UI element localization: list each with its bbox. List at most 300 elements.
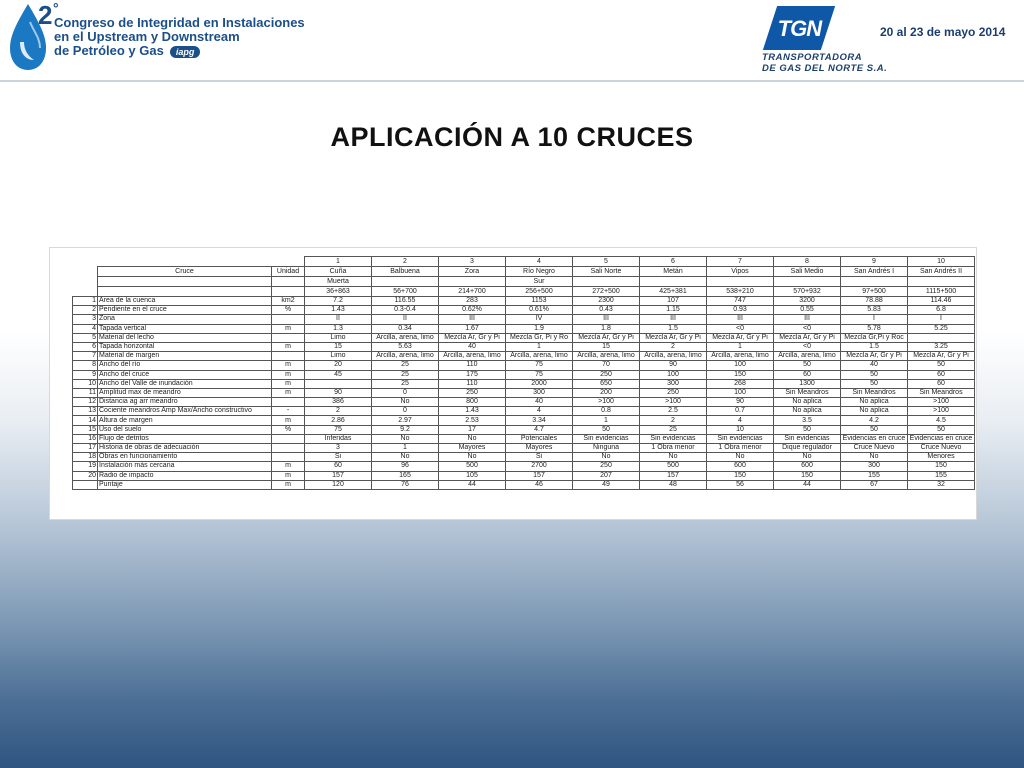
table-cell: Mezcla Gr, Pi y Ro [506, 333, 573, 342]
row-unit [272, 434, 305, 443]
table-cell: Mezcla Ar, Gr y Pi [774, 333, 841, 342]
table-cell: 10 [707, 425, 774, 434]
table-progresiva-row [73, 287, 975, 297]
table-cell: 5.78 [841, 324, 908, 333]
crossing-name-line-2 [707, 277, 774, 287]
crossing-name-line-2: Sur [506, 277, 573, 287]
table-cell: 2 [305, 407, 372, 416]
table-cell: No [573, 453, 640, 462]
table-cell: 4.5 [908, 416, 975, 425]
table-cell: 0 [372, 388, 439, 397]
row-unit: m [272, 342, 305, 351]
table-cell: 0.34 [372, 324, 439, 333]
crossing-number: 6 [640, 257, 707, 267]
table-cell: Limo [305, 333, 372, 342]
row-number: 15 [73, 425, 98, 434]
table-cell: No [372, 453, 439, 462]
crossing-progresiva: 425+381 [640, 287, 707, 297]
row-number: 20 [73, 471, 98, 480]
row-unit: - [272, 407, 305, 416]
table-cell: Arcilla, arena, limo [439, 352, 506, 361]
row-unit [272, 333, 305, 342]
table-cell: 3.25 [908, 342, 975, 351]
row-number: 3 [73, 315, 98, 324]
table-cell: Sin Meandros [774, 388, 841, 397]
table-cell: >100 [908, 407, 975, 416]
table-cell: 150 [908, 462, 975, 471]
table-cell: 268 [707, 379, 774, 388]
row-unit [272, 453, 305, 462]
table-cell: 9.2 [372, 425, 439, 434]
table-cell: Mezcla Ar, Gr y Pi [439, 333, 506, 342]
table-cell: 56 [707, 480, 774, 489]
table-cell: Arcilla, arena, limo [372, 333, 439, 342]
row-number: 4 [73, 324, 98, 333]
table-cell: 150 [707, 370, 774, 379]
row-label: Area de la cuenca [98, 297, 272, 306]
crossing-name-line-2: Muerta [305, 277, 372, 287]
table-cell: 157 [506, 471, 573, 480]
table-row [73, 306, 975, 315]
table-row [73, 407, 975, 416]
table-cell: Ninguna [573, 444, 640, 453]
row-number: 11 [73, 388, 98, 397]
crossing-name-line-2 [908, 277, 975, 287]
table-row [73, 333, 975, 342]
table-cell: III [774, 315, 841, 324]
header-cruce: Cruce [98, 267, 272, 277]
table-cell: 25 [372, 361, 439, 370]
table-cell: 2.5 [640, 407, 707, 416]
table-cell: 2 [640, 416, 707, 425]
crossing-number: 3 [439, 257, 506, 267]
table-cell: 600 [774, 462, 841, 471]
table-cell: Sin Meandros [908, 388, 975, 397]
crossing-progresiva: 538+210 [707, 287, 774, 297]
table-cell: 2.97 [372, 416, 439, 425]
table-cell: Cruce Nuevo [841, 444, 908, 453]
crossing-number: 5 [573, 257, 640, 267]
table-cell: Sin Meandros [841, 388, 908, 397]
table-cell: No [841, 453, 908, 462]
table-cell: 44 [439, 480, 506, 489]
table-cell: 5.63 [372, 342, 439, 351]
crossing-name-line-2 [841, 277, 908, 287]
crossings-table-image [49, 247, 977, 520]
table-cell: >100 [908, 398, 975, 407]
congress-number: 2 [38, 0, 53, 30]
table-cell: Mezcla Ar, Gr y Pi [707, 333, 774, 342]
crossing-progresiva: 570+932 [774, 287, 841, 297]
tgn-name-line-1: TRANSPORTADORA [762, 52, 863, 63]
row-number: 18 [73, 453, 98, 462]
table-cell: 1.9 [506, 324, 573, 333]
table-cell: III [573, 315, 640, 324]
table-cell: 1.8 [573, 324, 640, 333]
table-cell: II [372, 315, 439, 324]
table-cell: 0.61% [506, 306, 573, 315]
table-cell: Evidencias en cruce [841, 434, 908, 443]
table-cell: 50 [908, 361, 975, 370]
row-label: Amplitud max de meandro [98, 388, 272, 397]
row-label: Tapada vertical [98, 324, 272, 333]
table-cell: 1 [707, 342, 774, 351]
table-cell: Sin evidencias [707, 434, 774, 443]
crossing-progresiva: 1115+500 [908, 287, 975, 297]
row-number: 6 [73, 342, 98, 351]
row-unit: % [272, 425, 305, 434]
table-cell: Menores [908, 453, 975, 462]
table-cell: 155 [908, 471, 975, 480]
table-cell: Limo [305, 352, 372, 361]
table-cell: No aplica [774, 407, 841, 416]
table-cell: <0 [707, 324, 774, 333]
table-cell: 96 [372, 462, 439, 471]
row-unit: m [272, 388, 305, 397]
table-cell: 44 [774, 480, 841, 489]
table-cell: 800 [439, 398, 506, 407]
table-cell: 46 [506, 480, 573, 489]
table-cell: 40 [841, 361, 908, 370]
table-cell: 75 [506, 361, 573, 370]
table-cell: 100 [707, 388, 774, 397]
row-label: Altura de margen [98, 416, 272, 425]
table-cell: I [908, 315, 975, 324]
table-cell: 0 [372, 407, 439, 416]
table-cell: 49 [573, 480, 640, 489]
table-cell: 5.25 [908, 324, 975, 333]
event-date: 20 al 23 de mayo 2014 [880, 25, 1006, 39]
row-number: 1 [73, 297, 98, 306]
table-cell: 4.7 [506, 425, 573, 434]
table-cell: No [707, 453, 774, 462]
table-cell: 3200 [774, 297, 841, 306]
crossing-name: Sali Medio [774, 267, 841, 277]
table-cell: Arcilla, arena, limo [707, 352, 774, 361]
row-label: Cociente meandros Amp Max/Ancho constructivo [98, 407, 272, 416]
table-cell: Mayores [506, 444, 573, 453]
row-number: 5 [73, 333, 98, 342]
table-cell: 2.53 [439, 416, 506, 425]
table-cell: 25 [640, 425, 707, 434]
row-number: 10 [73, 379, 98, 388]
table-cell: III [439, 315, 506, 324]
table-cell: 1 Obra menor [640, 444, 707, 453]
table-cell: 25 [372, 379, 439, 388]
table-cell: 3 [305, 444, 372, 453]
table-cell: 500 [439, 462, 506, 471]
table-cell: Inferidas [305, 434, 372, 443]
row-unit [272, 398, 305, 407]
table-cell: 17 [439, 425, 506, 434]
crossings-table [72, 256, 975, 490]
table-cell: 15 [573, 342, 640, 351]
table-row [73, 379, 975, 388]
table-cell: 1.43 [439, 407, 506, 416]
table-cell: 155 [841, 471, 908, 480]
crossing-number: 10 [908, 257, 975, 267]
table-cell: 110 [439, 379, 506, 388]
table-cell: 120 [305, 480, 372, 489]
table-row [73, 352, 975, 361]
row-number: 13 [73, 407, 98, 416]
table-cell: Arcilla, arena, limo [640, 352, 707, 361]
crossing-name: Vipos [707, 267, 774, 277]
table-cell: Si [305, 453, 372, 462]
table-row [73, 361, 975, 370]
table-cell: No [439, 453, 506, 462]
table-cell: 4 [707, 416, 774, 425]
row-unit [272, 352, 305, 361]
table-row [73, 416, 975, 425]
table-cell: 2.86 [305, 416, 372, 425]
row-unit: m [272, 416, 305, 425]
table-cell: 2300 [573, 297, 640, 306]
table-cell: 75 [506, 370, 573, 379]
congress-line-1: Congreso de Integridad en Instalaciones [54, 15, 305, 30]
table-cell: 50 [774, 361, 841, 370]
crossing-name: Balbuena [372, 267, 439, 277]
crossing-name-line-2 [640, 277, 707, 287]
row-unit [272, 315, 305, 324]
table-cell: 60 [774, 370, 841, 379]
table-cell: 250 [439, 388, 506, 397]
table-cell: 110 [439, 361, 506, 370]
table-cell: Potenciales [506, 434, 573, 443]
table-cell: No [372, 434, 439, 443]
row-unit: m [272, 462, 305, 471]
table-cell: 114.46 [908, 297, 975, 306]
slide-header [0, 0, 1024, 80]
table-cell: 300 [841, 462, 908, 471]
table-cell: 2700 [506, 462, 573, 471]
row-unit: m [272, 379, 305, 388]
table-cell: 60 [908, 370, 975, 379]
row-label: Uso del suelo [98, 425, 272, 434]
table-cell: 50 [908, 425, 975, 434]
table-cell: IV [506, 315, 573, 324]
table-cell: 747 [707, 297, 774, 306]
table-cell: 157 [305, 471, 372, 480]
table-cell: 70 [573, 361, 640, 370]
row-label: Zona [98, 315, 272, 324]
table-row [73, 434, 975, 443]
crossing-name: Metán [640, 267, 707, 277]
congress-line-3: de Petróleo y Gas [54, 43, 164, 58]
row-label: Ancho del cruce [98, 370, 272, 379]
crossing-name: Río Negro [506, 267, 573, 277]
crossing-name: San Andrés I [841, 267, 908, 277]
table-cell: Sin evidencias [640, 434, 707, 443]
table-cell: Arcilla, arena, limo [372, 352, 439, 361]
crossing-number: 4 [506, 257, 573, 267]
row-label: Tapada horizontal [98, 342, 272, 351]
table-cell: 48 [640, 480, 707, 489]
table-cell: 90 [707, 398, 774, 407]
header-divider [0, 80, 1024, 82]
table-cell: 7.2 [305, 297, 372, 306]
table-cell: 0.62% [439, 306, 506, 315]
crossing-name-line-2 [573, 277, 640, 287]
table-cell: Arcilla, arena, limo [506, 352, 573, 361]
table-name-row-2 [73, 277, 975, 287]
table-cell: 60 [305, 462, 372, 471]
table-cell: 250 [640, 388, 707, 397]
table-cell: 0.43 [573, 306, 640, 315]
row-label: Obras en funcionamiento [98, 453, 272, 462]
congress-degree: ° [53, 0, 59, 16]
table-cell: 1 [573, 416, 640, 425]
table-cell: 40 [439, 342, 506, 351]
row-label: Ancho del río [98, 361, 272, 370]
table-cell: Mezcla Ar, Gr y Pi [841, 352, 908, 361]
row-label: Material del lecho [98, 333, 272, 342]
table-cell: III [707, 315, 774, 324]
table-cell: 60 [908, 379, 975, 388]
table-row [73, 398, 975, 407]
row-unit: m [272, 471, 305, 480]
table-cell: Mezcla Ar, Gr y Pi [908, 352, 975, 361]
table-cell: Dique regulador [774, 444, 841, 453]
crossing-name: Cuña [305, 267, 372, 277]
row-label: Puntaje [98, 480, 272, 489]
crossing-progresiva: 272+500 [573, 287, 640, 297]
table-cell: 4 [506, 407, 573, 416]
table-cell: 40 [506, 398, 573, 407]
table-cell: 1 Obra menor [707, 444, 774, 453]
tgn-logo-text: TGN [777, 16, 822, 41]
table-cell: 32 [908, 480, 975, 489]
table-cell: No aplica [774, 398, 841, 407]
table-row [73, 342, 975, 351]
table-cell: 250 [573, 462, 640, 471]
table-cell: 1.67 [439, 324, 506, 333]
table-cell: 1 [506, 342, 573, 351]
crossing-name: San Andrés II [908, 267, 975, 277]
table-cell: 157 [640, 471, 707, 480]
table-row [73, 462, 975, 471]
row-label: Instalación más cercana [98, 462, 272, 471]
table-cell: I [841, 315, 908, 324]
table-cell: 2 [640, 342, 707, 351]
row-number: 19 [73, 462, 98, 471]
table-cell: 75 [305, 425, 372, 434]
table-cell: 78.88 [841, 297, 908, 306]
table-cell: 4.2 [841, 416, 908, 425]
row-number: 17 [73, 444, 98, 453]
row-unit: m [272, 370, 305, 379]
table-cell: >100 [640, 398, 707, 407]
row-unit: m [272, 361, 305, 370]
table-cell: 0.3-0.4 [372, 306, 439, 315]
crossing-progresiva: 36+863 [305, 287, 372, 297]
table-cell: 3.5 [774, 416, 841, 425]
table-cell: 0.7 [707, 407, 774, 416]
row-label: Ancho del Valle de inundación [98, 379, 272, 388]
table-cell: 116.55 [372, 297, 439, 306]
table-number-row [73, 257, 975, 267]
table-cell: 200 [573, 388, 640, 397]
table-cell: 150 [774, 471, 841, 480]
table-cell: Sin evidencias [573, 434, 640, 443]
table-cell: 20 [305, 361, 372, 370]
table-cell: II [305, 315, 372, 324]
crossing-progresiva: 214+700 [439, 287, 506, 297]
table-cell: Arcilla, arena, limo [774, 352, 841, 361]
row-label: Flujo de detritos [98, 434, 272, 443]
table-cell: III [640, 315, 707, 324]
row-number: 14 [73, 416, 98, 425]
tgn-company-name [762, 52, 887, 74]
iapg-badge: iapg [170, 46, 201, 58]
row-label: Pendiente en el cruce [98, 306, 272, 315]
congress-name [54, 16, 305, 58]
table-cell: 5.83 [841, 306, 908, 315]
table-cell: 2000 [506, 379, 573, 388]
tgn-name-line-2: DE GAS DEL NORTE S.A. [762, 63, 888, 74]
row-number: 12 [73, 398, 98, 407]
row-unit: km2 [272, 297, 305, 306]
table-cell: No [640, 453, 707, 462]
table-cell: 207 [573, 471, 640, 480]
table-cell: 1.5 [640, 324, 707, 333]
table-cell: Mezcla Ar, Gr y Pi [573, 333, 640, 342]
table-cell: 15 [305, 342, 372, 351]
table-cell: 500 [640, 462, 707, 471]
table-row [73, 480, 975, 489]
table-cell: 0.93 [707, 306, 774, 315]
tgn-logo [763, 6, 835, 50]
table-cell: 25 [372, 370, 439, 379]
table-cell [305, 379, 372, 388]
table-row [73, 370, 975, 379]
crossing-number: 1 [305, 257, 372, 267]
table-cell: 600 [707, 462, 774, 471]
row-label: Historia de obras de adecuación [98, 444, 272, 453]
table-cell: Mezcla Ar, Gr y Pi [640, 333, 707, 342]
table-cell: 300 [640, 379, 707, 388]
table-cell: 50 [774, 425, 841, 434]
table-cell: 90 [305, 388, 372, 397]
row-number: 7 [73, 352, 98, 361]
crossing-number: 9 [841, 257, 908, 267]
row-label: Distancia ag arr meandro [98, 398, 272, 407]
crossing-name-line-2 [372, 277, 439, 287]
table-cell: 165 [372, 471, 439, 480]
crossing-progresiva: 56+700 [372, 287, 439, 297]
table-cell: Evidencias en cruce [908, 434, 975, 443]
header-unidad: Unidad [272, 267, 305, 277]
row-unit [272, 444, 305, 453]
table-cell: Mezcla Gr,Pi y Roc [841, 333, 908, 342]
table-row [73, 324, 975, 333]
row-unit: m [272, 324, 305, 333]
crossing-number: 8 [774, 257, 841, 267]
row-unit: % [272, 306, 305, 315]
table-cell: 1.15 [640, 306, 707, 315]
table-cell: 100 [640, 370, 707, 379]
table-cell: 0.8 [573, 407, 640, 416]
crossing-name: Sali Norte [573, 267, 640, 277]
table-row [73, 315, 975, 324]
table-cell: 386 [305, 398, 372, 407]
table-cell: 67 [841, 480, 908, 489]
crossing-name: Zora [439, 267, 506, 277]
table-cell: Sin evidencias [774, 434, 841, 443]
table-cell: 105 [439, 471, 506, 480]
table-cell: No [439, 434, 506, 443]
table-cell: 107 [640, 297, 707, 306]
